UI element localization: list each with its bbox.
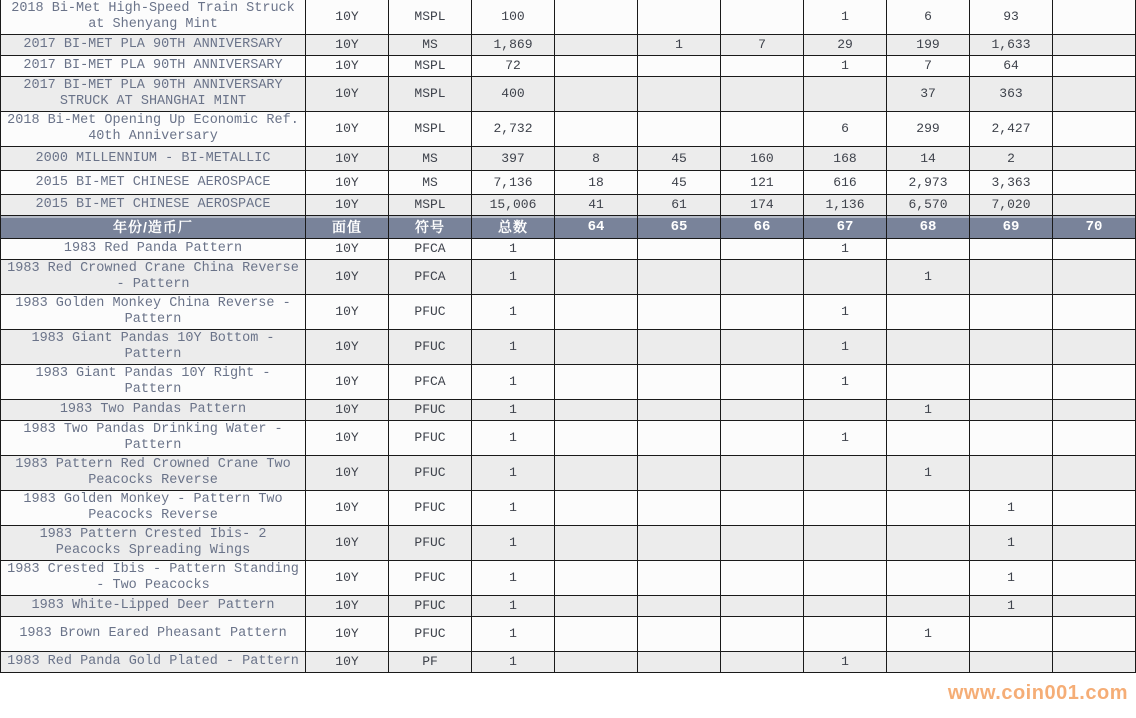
rows-above-header <box>1 0 1136 216</box>
grade-count-cell <box>887 561 970 596</box>
denomination-cell: 10Y <box>306 652 389 673</box>
grade-count-cell: 2,427 <box>970 112 1053 147</box>
grade-count-cell: 160 <box>721 147 804 171</box>
grade-count-cell <box>1053 561 1136 596</box>
table-row <box>1 400 1136 421</box>
total-cell: 1,869 <box>472 35 555 56</box>
grade-count-cell: 1 <box>638 35 721 56</box>
table-row <box>1 456 1136 491</box>
grade-count-cell: 45 <box>638 147 721 171</box>
grade-count-cell: 2,973 <box>887 171 970 195</box>
grade-count-cell: 1,633 <box>970 35 1053 56</box>
grade-count-cell: 1 <box>887 617 970 652</box>
grade-count-cell <box>555 330 638 365</box>
designation-cell: PFUC <box>389 596 472 617</box>
grade-count-cell: 1 <box>804 0 887 35</box>
grade-count-cell <box>638 456 721 491</box>
total-cell: 100 <box>472 0 555 35</box>
grade-count-cell: 1 <box>970 596 1053 617</box>
table-row <box>1 56 1136 77</box>
grade-count-cell: 7 <box>721 35 804 56</box>
table-row <box>1 77 1136 112</box>
table-row <box>1 652 1136 673</box>
coin-name-cell: 2015 BI-MET CHINESE AEROSPACE <box>1 171 306 195</box>
grade-count-cell <box>1053 365 1136 400</box>
denomination-cell: 10Y <box>306 330 389 365</box>
grade-count-cell <box>1053 526 1136 561</box>
grade-count-cell <box>638 330 721 365</box>
table-row <box>1 260 1136 295</box>
total-cell: 1 <box>472 617 555 652</box>
grade-count-cell <box>887 421 970 456</box>
total-cell: 2,732 <box>472 112 555 147</box>
table-row <box>1 195 1136 216</box>
denomination-cell: 10Y <box>306 561 389 596</box>
grade-count-cell: 7 <box>887 56 970 77</box>
grade-count-cell <box>887 526 970 561</box>
coin-name-cell: 1983 Two Pandas Drinking Water - Pattern <box>1 421 306 456</box>
grade-count-cell <box>1053 35 1136 56</box>
grade-count-cell <box>970 617 1053 652</box>
column-header-total: 总数 <box>472 216 555 239</box>
grade-count-cell: 1 <box>887 260 970 295</box>
table-row <box>1 365 1136 400</box>
designation-cell: PFUC <box>389 400 472 421</box>
grade-count-cell: 1 <box>887 456 970 491</box>
table-row <box>1 526 1136 561</box>
column-header-grade: 64 <box>555 216 638 239</box>
grade-count-cell: 616 <box>804 171 887 195</box>
designation-cell: MS <box>389 171 472 195</box>
grade-count-cell <box>1053 400 1136 421</box>
grade-count-cell: 1 <box>970 491 1053 526</box>
column-header-grade: 70 <box>1053 216 1136 239</box>
total-cell: 1 <box>472 421 555 456</box>
grade-count-cell <box>1053 295 1136 330</box>
grade-count-cell <box>721 56 804 77</box>
coin-name-cell: 1983 Pattern Red Crowned Crane Two Peacocks Reverse <box>1 456 306 491</box>
table-row <box>1 239 1136 260</box>
grade-count-cell <box>887 652 970 673</box>
grade-count-cell <box>638 421 721 456</box>
total-cell: 1 <box>472 456 555 491</box>
grade-count-cell: 93 <box>970 0 1053 35</box>
grade-count-cell: 168 <box>804 147 887 171</box>
coin-name-cell: 1983 Red Crowned Crane China Reverse - Pattern <box>1 260 306 295</box>
coin-name-cell: 1983 Giant Pandas 10Y Bottom - Pattern <box>1 330 306 365</box>
grade-count-cell: 1 <box>804 421 887 456</box>
denomination-cell: 10Y <box>306 195 389 216</box>
grade-count-cell <box>555 561 638 596</box>
grade-count-cell <box>555 35 638 56</box>
total-cell: 72 <box>472 56 555 77</box>
grade-count-cell <box>804 596 887 617</box>
coin-name-cell: 2017 BI-MET PLA 90TH ANNIVERSARY STRUCK AT SHANGHAI MINT <box>1 77 306 112</box>
designation-cell: PFUC <box>389 526 472 561</box>
grade-count-cell <box>555 295 638 330</box>
grade-count-cell <box>721 112 804 147</box>
column-header-grade: 65 <box>638 216 721 239</box>
total-cell: 15,006 <box>472 195 555 216</box>
grade-count-cell: 299 <box>887 112 970 147</box>
grade-count-cell <box>887 239 970 260</box>
grade-count-cell <box>970 400 1053 421</box>
coin-name-cell: 1983 Two Pandas Pattern <box>1 400 306 421</box>
grade-count-cell: 41 <box>555 195 638 216</box>
denomination-cell: 10Y <box>306 171 389 195</box>
grade-count-cell <box>970 365 1053 400</box>
grade-count-cell <box>887 596 970 617</box>
coin-name-cell: 2000 MILLENNIUM - BI-METALLIC <box>1 147 306 171</box>
grade-count-cell <box>1053 491 1136 526</box>
grade-count-cell: 1 <box>804 239 887 260</box>
coin-name-cell: 2017 BI-MET PLA 90TH ANNIVERSARY <box>1 35 306 56</box>
table-row <box>1 295 1136 330</box>
grade-count-cell <box>555 526 638 561</box>
designation-cell: MSPL <box>389 77 472 112</box>
denomination-cell: 10Y <box>306 147 389 171</box>
grade-count-cell: 61 <box>638 195 721 216</box>
grade-count-cell <box>1053 239 1136 260</box>
coin-name-cell: 1983 Crested Ibis - Pattern Standing - Two Peacocks <box>1 561 306 596</box>
designation-cell: PFUC <box>389 456 472 491</box>
grade-count-cell: 363 <box>970 77 1053 112</box>
total-cell: 1 <box>472 652 555 673</box>
column-header-grade: 66 <box>721 216 804 239</box>
table-row <box>1 147 1136 171</box>
grade-count-cell <box>555 56 638 77</box>
table-row <box>1 561 1136 596</box>
table-row <box>1 421 1136 456</box>
coin-name-cell: 1983 White-Lipped Deer Pattern <box>1 596 306 617</box>
grade-count-cell <box>1053 195 1136 216</box>
grade-count-cell <box>721 77 804 112</box>
grade-count-cell <box>887 491 970 526</box>
grade-count-cell <box>1053 147 1136 171</box>
designation-cell: PFUC <box>389 330 472 365</box>
grade-count-cell <box>638 365 721 400</box>
total-cell: 397 <box>472 147 555 171</box>
grade-count-cell: 6 <box>804 112 887 147</box>
denomination-cell: 10Y <box>306 239 389 260</box>
grade-count-cell <box>970 330 1053 365</box>
designation-cell: MSPL <box>389 195 472 216</box>
grade-count-cell <box>1053 617 1136 652</box>
grade-count-cell: 64 <box>970 56 1053 77</box>
designation-cell: PFUC <box>389 491 472 526</box>
grade-count-cell <box>970 456 1053 491</box>
grade-count-cell <box>804 400 887 421</box>
table-row <box>1 596 1136 617</box>
denomination-cell: 10Y <box>306 35 389 56</box>
grade-count-cell: 7,020 <box>970 195 1053 216</box>
grade-count-cell <box>721 400 804 421</box>
coin-name-cell: 1983 Brown Eared Pheasant Pattern <box>1 617 306 652</box>
total-cell: 1 <box>472 526 555 561</box>
grade-count-cell <box>721 491 804 526</box>
column-header-name: 年份/造币厂 <box>1 216 306 239</box>
grade-count-cell <box>970 239 1053 260</box>
grade-count-cell <box>555 617 638 652</box>
table-row <box>1 112 1136 147</box>
designation-cell: MSPL <box>389 112 472 147</box>
table-row <box>1 35 1136 56</box>
designation-cell: PFCA <box>389 365 472 400</box>
grade-count-cell <box>721 596 804 617</box>
grade-count-cell: 1 <box>804 330 887 365</box>
grade-count-cell <box>555 596 638 617</box>
denomination-cell: 10Y <box>306 400 389 421</box>
designation-cell: PFUC <box>389 421 472 456</box>
designation-cell: PFUC <box>389 561 472 596</box>
total-cell: 1 <box>472 596 555 617</box>
column-header-designation: 符号 <box>389 216 472 239</box>
coin-name-cell: 1983 Red Panda Gold Plated - Pattern <box>1 652 306 673</box>
grade-count-cell <box>1053 0 1136 35</box>
grade-count-cell <box>721 421 804 456</box>
grade-count-cell <box>1053 56 1136 77</box>
grade-count-cell <box>1053 171 1136 195</box>
grade-count-cell: 3,363 <box>970 171 1053 195</box>
denomination-cell: 10Y <box>306 421 389 456</box>
denomination-cell: 10Y <box>306 0 389 35</box>
denomination-cell: 10Y <box>306 365 389 400</box>
coin-name-cell: 1983 Golden Monkey China Reverse - Pattern <box>1 295 306 330</box>
grade-count-cell <box>721 330 804 365</box>
grade-count-cell: 18 <box>555 171 638 195</box>
denomination-cell: 10Y <box>306 491 389 526</box>
grade-count-cell <box>804 617 887 652</box>
grade-count-cell <box>970 421 1053 456</box>
designation-cell: MS <box>389 35 472 56</box>
total-cell: 1 <box>472 295 555 330</box>
grade-count-cell <box>638 0 721 35</box>
grade-count-cell: 1 <box>970 561 1053 596</box>
grade-count-cell <box>638 260 721 295</box>
designation-cell: MSPL <box>389 0 472 35</box>
total-cell: 7,136 <box>472 171 555 195</box>
table-row <box>1 171 1136 195</box>
grade-count-cell <box>555 400 638 421</box>
grade-count-cell <box>555 456 638 491</box>
table-row <box>1 617 1136 652</box>
grade-count-cell <box>555 260 638 295</box>
grade-count-cell <box>638 239 721 260</box>
coin-name-cell: 2015 BI-MET CHINESE AEROSPACE <box>1 195 306 216</box>
grade-count-cell <box>970 295 1053 330</box>
grade-count-cell <box>804 77 887 112</box>
grade-count-cell <box>721 295 804 330</box>
grade-count-cell: 1 <box>804 295 887 330</box>
column-header-grade: 69 <box>970 216 1053 239</box>
grade-count-cell <box>1053 330 1136 365</box>
grade-count-cell <box>555 421 638 456</box>
grade-count-cell: 1 <box>804 56 887 77</box>
total-cell: 1 <box>472 491 555 526</box>
grade-count-cell <box>1053 652 1136 673</box>
rows-below-header <box>1 239 1136 673</box>
grade-count-cell <box>638 617 721 652</box>
grade-count-cell: 6 <box>887 0 970 35</box>
grade-count-cell <box>804 260 887 295</box>
designation-cell: PFUC <box>389 295 472 330</box>
grade-count-cell: 1 <box>804 365 887 400</box>
grade-count-cell <box>1053 596 1136 617</box>
denomination-cell: 10Y <box>306 617 389 652</box>
column-header-grade: 67 <box>804 216 887 239</box>
grade-count-cell <box>1053 112 1136 147</box>
grade-count-cell <box>555 239 638 260</box>
site-watermark: www.coin001.com <box>947 682 1128 704</box>
grade-count-cell <box>887 295 970 330</box>
grade-count-cell <box>721 617 804 652</box>
designation-cell: PFCA <box>389 239 472 260</box>
table-row <box>1 0 1136 35</box>
column-header-grade: 68 <box>887 216 970 239</box>
grade-count-cell <box>721 0 804 35</box>
grade-count-cell <box>721 652 804 673</box>
denomination-cell: 10Y <box>306 526 389 561</box>
grade-count-cell <box>638 400 721 421</box>
grade-count-cell <box>638 56 721 77</box>
grade-count-cell <box>638 596 721 617</box>
denomination-cell: 10Y <box>306 260 389 295</box>
grade-count-cell: 174 <box>721 195 804 216</box>
designation-cell: PF <box>389 652 472 673</box>
denomination-cell: 10Y <box>306 596 389 617</box>
grade-count-cell <box>970 652 1053 673</box>
grade-count-cell <box>555 491 638 526</box>
total-cell: 1 <box>472 260 555 295</box>
grade-count-cell: 6,570 <box>887 195 970 216</box>
grade-count-cell: 14 <box>887 147 970 171</box>
grade-count-cell: 1,136 <box>804 195 887 216</box>
column-header-denomination: 面值 <box>306 216 389 239</box>
grade-count-cell <box>638 491 721 526</box>
grade-count-cell <box>721 456 804 491</box>
grade-count-cell <box>721 260 804 295</box>
coin-name-cell: 1983 Pattern Crested Ibis- 2 Peacocks Spreading Wings <box>1 526 306 561</box>
grade-count-cell <box>638 652 721 673</box>
grade-count-cell <box>887 330 970 365</box>
grade-count-cell: 1 <box>887 400 970 421</box>
total-cell: 1 <box>472 330 555 365</box>
grade-count-cell <box>721 561 804 596</box>
grade-count-cell <box>804 561 887 596</box>
grade-count-cell <box>555 365 638 400</box>
coin-name-cell: 2017 BI-MET PLA 90TH ANNIVERSARY <box>1 56 306 77</box>
total-cell: 400 <box>472 77 555 112</box>
grade-count-cell <box>1053 456 1136 491</box>
denomination-cell: 10Y <box>306 56 389 77</box>
header-band <box>1 216 1136 239</box>
grade-count-cell: 1 <box>970 526 1053 561</box>
denomination-cell: 10Y <box>306 112 389 147</box>
coin-name-cell: 2018 Bi-Met High-Speed Train Struck at Shenyang Mint <box>1 0 306 35</box>
grade-count-cell: 121 <box>721 171 804 195</box>
grade-count-cell: 29 <box>804 35 887 56</box>
grade-count-cell: 1 <box>804 652 887 673</box>
table-row <box>1 491 1136 526</box>
grade-count-cell <box>721 365 804 400</box>
denomination-cell: 10Y <box>306 295 389 330</box>
grade-count-cell <box>638 112 721 147</box>
designation-cell: PFUC <box>389 617 472 652</box>
grade-count-cell <box>555 652 638 673</box>
grade-count-cell: 45 <box>638 171 721 195</box>
coin-name-cell: 1983 Red Panda Pattern <box>1 239 306 260</box>
grade-count-cell <box>555 112 638 147</box>
denomination-cell: 10Y <box>306 456 389 491</box>
header-row <box>1 216 1136 239</box>
grade-count-cell: 2 <box>970 147 1053 171</box>
total-cell: 1 <box>472 239 555 260</box>
grade-count-cell <box>970 260 1053 295</box>
grade-count-cell <box>804 456 887 491</box>
total-cell: 1 <box>472 400 555 421</box>
coin-name-cell: 1983 Golden Monkey - Pattern Two Peacocks Reverse <box>1 491 306 526</box>
grade-count-cell <box>638 526 721 561</box>
total-cell: 1 <box>472 365 555 400</box>
table-row <box>1 330 1136 365</box>
grade-count-cell: 37 <box>887 77 970 112</box>
total-cell: 1 <box>472 561 555 596</box>
grade-count-cell <box>555 77 638 112</box>
grade-count-cell <box>804 491 887 526</box>
designation-cell: MS <box>389 147 472 171</box>
denomination-cell: 10Y <box>306 77 389 112</box>
grade-count-cell <box>804 526 887 561</box>
grade-count-cell <box>1053 260 1136 295</box>
grade-count-cell <box>638 295 721 330</box>
designation-cell: PFCA <box>389 260 472 295</box>
designation-cell: MSPL <box>389 56 472 77</box>
grade-count-cell <box>721 526 804 561</box>
grade-count-cell: 8 <box>555 147 638 171</box>
grade-count-cell <box>1053 421 1136 456</box>
grade-count-cell: 199 <box>887 35 970 56</box>
grade-count-cell <box>638 77 721 112</box>
grade-count-cell <box>1053 77 1136 112</box>
coin-name-cell: 1983 Giant Pandas 10Y Right - Pattern <box>1 365 306 400</box>
grade-count-cell <box>721 239 804 260</box>
grade-count-cell <box>887 365 970 400</box>
coin-name-cell: 2018 Bi-Met Opening Up Economic Ref. 40th Anniversary <box>1 112 306 147</box>
grade-count-cell <box>638 561 721 596</box>
grade-count-cell <box>555 0 638 35</box>
